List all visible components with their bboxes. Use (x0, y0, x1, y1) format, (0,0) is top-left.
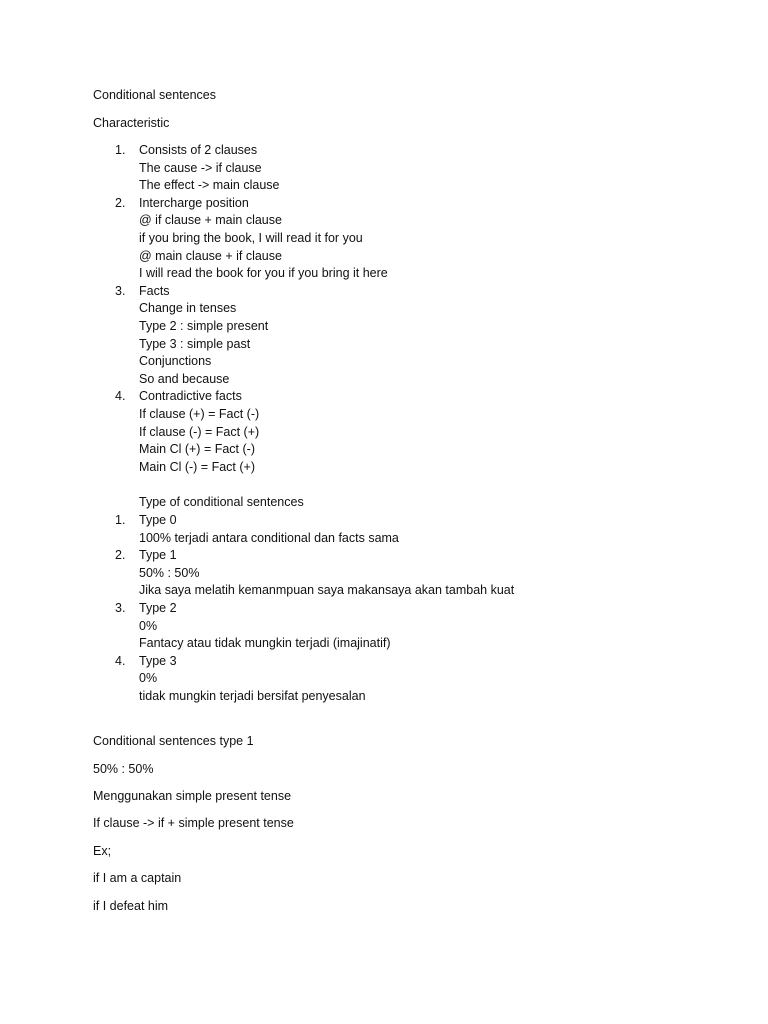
list-line: Conjunctions (139, 354, 212, 369)
list-line: 100% terjadi antara conditional dan facts sama (139, 530, 399, 545)
types-heading: Type of conditional sentences (139, 494, 304, 509)
type1-line: if I am a captain (93, 871, 182, 885)
list-item (93, 283, 388, 389)
list-item (93, 547, 514, 600)
list-item (93, 195, 388, 283)
list-line: So and because (139, 371, 230, 386)
document-title: Conditional sentences (93, 88, 216, 102)
list-line: Facts (139, 283, 170, 298)
list-line: Type 3 (139, 653, 177, 668)
list-number: 2. (115, 548, 126, 563)
list-line: If clause (+) = Fact (-) (139, 406, 260, 421)
type1-line: Menggunakan simple present tense (93, 789, 292, 803)
list-number: 1. (115, 143, 126, 157)
list-line: 50% : 50% (139, 565, 200, 580)
list-line: 0% (139, 671, 158, 686)
list-line: Type 3 : simple past (139, 336, 251, 351)
list-item (93, 512, 514, 547)
list-number: 1. (115, 513, 126, 527)
list-number: 4. (115, 389, 126, 404)
list-item (93, 653, 514, 706)
list-line: Type 2 : simple present (139, 318, 269, 333)
type1-line: Ex; (93, 844, 112, 858)
list-item (93, 142, 388, 195)
type1-line: If clause -> if + simple present tense (93, 816, 294, 830)
list-line: @ if clause + main clause (139, 213, 282, 228)
type1-line: 50% : 50% (93, 762, 154, 776)
list-line: 0% (139, 618, 158, 633)
list-line: The effect -> main clause (139, 178, 280, 193)
list-number: 3. (115, 600, 126, 615)
list-number: 2. (115, 195, 126, 210)
characteristic-heading: Characteristic (93, 116, 170, 130)
type1-line: if I defeat him (93, 899, 169, 913)
list-item (93, 600, 514, 653)
characteristics-list (93, 142, 388, 511)
list-item (93, 388, 388, 511)
list-line: Type 0 (139, 513, 177, 527)
list-line: The cause -> if clause (139, 160, 262, 175)
list-line: If clause (-) = Fact (+) (139, 424, 260, 439)
list-line: Jika saya melatih kemanmpuan saya makansaya akan tambah kuat (139, 583, 515, 598)
list-line: Change in tenses (139, 301, 237, 316)
list-line: Type 2 (139, 600, 177, 615)
types-list (93, 512, 514, 706)
list-number: 4. (115, 653, 126, 668)
list-line: I will read the book for you if you bring it here (139, 266, 388, 281)
list-line: Type 1 (139, 548, 177, 563)
list-line: tidak mungkin terjadi bersifat penyesalan (139, 688, 366, 703)
list-line: Consists of 2 clauses (139, 143, 258, 157)
list-line: @ main clause + if clause (139, 248, 282, 263)
list-line: Contradictive facts (139, 389, 242, 404)
list-line: Main Cl (+) = Fact (-) (139, 442, 255, 457)
type1-heading: Conditional sentences type 1 (93, 734, 254, 748)
list-line: if you bring the book, I will read it for you (139, 230, 363, 245)
list-line: Intercharge position (139, 195, 249, 210)
list-line: Main Cl (-) = Fact (+) (139, 459, 255, 474)
list-number: 3. (115, 283, 126, 298)
list-line: Fantacy atau tidak mungkin terjadi (imajinatif) (139, 636, 391, 651)
